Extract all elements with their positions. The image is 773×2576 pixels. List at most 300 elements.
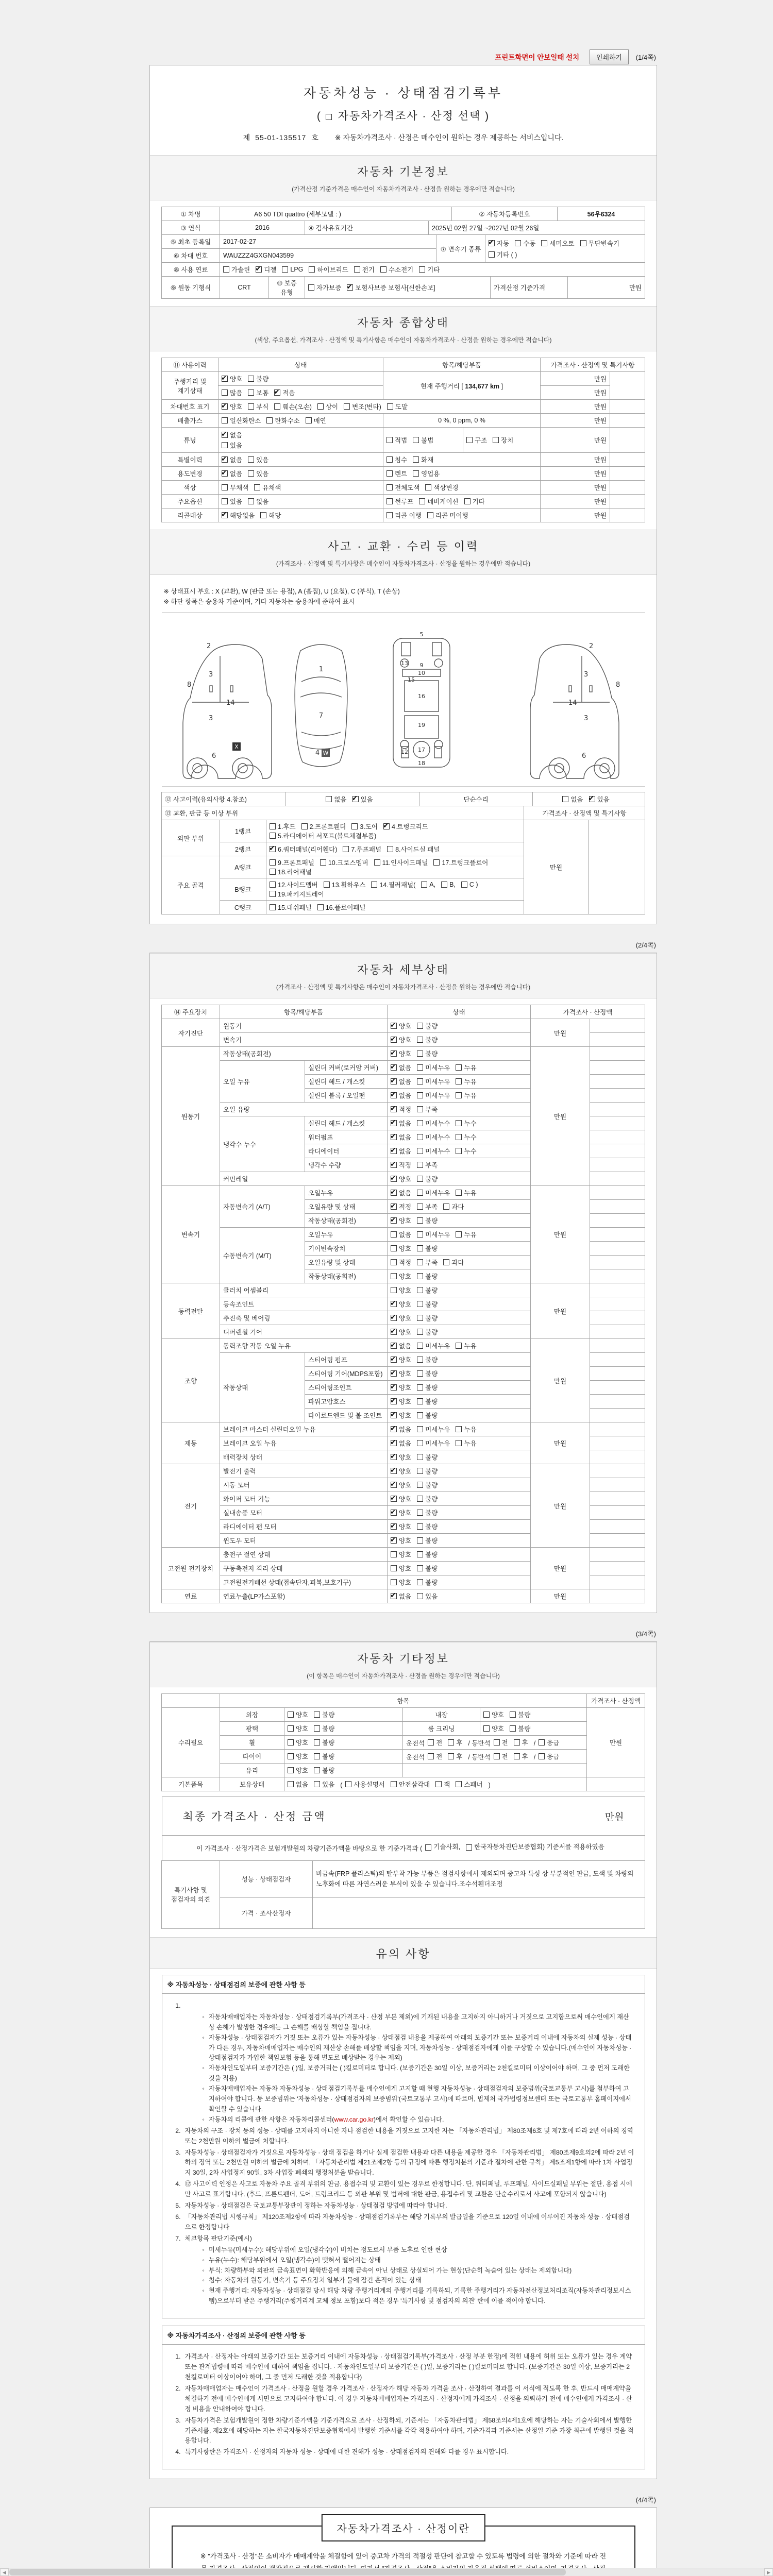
checkbox[interactable] [222,389,228,396]
checkbox[interactable] [456,1078,462,1084]
checkbox-option[interactable]: 양호 [391,1244,411,1253]
checkbox[interactable] [417,1537,423,1544]
checkbox-option[interactable]: 불량 [417,1369,438,1378]
checkbox-option[interactable]: 후 [514,1738,528,1747]
checkbox[interactable] [419,498,425,504]
checkbox-option[interactable]: 전기 [354,265,375,274]
scroll-right-arrow[interactable]: ▶ [764,2568,773,2576]
checkbox-option[interactable]: 양호 [391,1550,411,1559]
checkbox[interactable] [425,1844,431,1851]
checkbox[interactable] [324,882,330,888]
checkbox-checked[interactable] [391,1023,397,1029]
checkbox[interactable] [435,1781,442,1787]
checkbox[interactable] [413,437,419,443]
checkbox[interactable] [417,1106,423,1112]
checkbox[interactable] [417,1593,423,1599]
checkbox-option[interactable]: ✔ 없음 [391,1132,411,1142]
checkbox-option[interactable]: 누유 [456,1230,476,1239]
checkbox[interactable] [539,1739,545,1745]
checkbox[interactable] [308,284,314,291]
checkbox-option[interactable]: 불량 [417,1480,438,1489]
checkbox-option[interactable]: 양호 [391,1285,411,1295]
checkbox-option[interactable]: 누유 [456,1077,476,1086]
checkbox-option[interactable]: ✔ 양호 [391,1383,411,1392]
checkbox-option[interactable]: 썬루프 [386,497,413,506]
checkbox[interactable] [417,1468,423,1474]
checkbox-option[interactable]: ✔ 보험사보증 보험사[신한손보] [347,283,435,292]
checkbox-option[interactable]: 양호 [288,1766,308,1775]
checkbox[interactable] [494,1739,500,1745]
checkbox[interactable] [306,417,312,423]
checkbox-checked[interactable] [391,1398,397,1404]
checkbox[interactable] [317,904,324,910]
checkbox[interactable] [417,1064,423,1071]
checkbox-option[interactable]: 불량 [417,1299,438,1309]
checkbox[interactable] [288,1725,294,1732]
checkbox-option[interactable]: 불량 [417,1216,438,1225]
checkbox-checked[interactable] [391,1134,397,1140]
checkbox-option[interactable]: ✔ 적음 [274,388,295,397]
checkbox-option[interactable]: 19.패키지트레이 [270,889,324,899]
checkbox[interactable] [417,1148,423,1154]
checkbox-option[interactable]: 누유 [456,1188,476,1197]
checkbox[interactable] [417,1162,423,1168]
checkbox[interactable] [456,1231,462,1238]
checkbox-option[interactable]: ✔ 양호 [391,1355,411,1364]
checkbox-option[interactable]: 도말 [387,402,408,411]
checkbox-option[interactable]: 불량 [417,1452,438,1462]
checkbox-option[interactable]: 부족 [417,1105,438,1114]
checkbox[interactable] [425,484,431,490]
checkbox-option[interactable]: 불량 [417,1466,438,1476]
checkbox[interactable] [417,1579,423,1585]
checkbox[interactable] [456,1190,462,1196]
checkbox-option[interactable]: ✔ 양호 [391,1327,411,1336]
checkbox-option[interactable]: ✔ 없음 [222,469,242,478]
checkbox[interactable] [417,1037,423,1043]
checkbox[interactable] [417,1496,423,1502]
checkbox-option[interactable]: 잭 [435,1780,450,1789]
checkbox-option[interactable]: ✔ 양호 [391,1494,411,1503]
checkbox[interactable] [417,1440,423,1446]
checkbox-option[interactable]: ✔ 양호 [391,1466,411,1476]
checkbox-checked[interactable] [391,1412,397,1418]
checkbox[interactable] [386,484,393,490]
checkbox-checked[interactable] [222,470,228,477]
checkbox-option[interactable]: LPG [282,266,303,273]
checkbox[interactable] [494,1753,500,1759]
checkbox[interactable] [254,484,260,490]
checkbox-option[interactable]: 렌트 [386,469,407,478]
checkbox-option[interactable]: ✔ 양호 [391,1522,411,1531]
checkbox-option[interactable]: 무단변속기 [580,239,619,248]
checkbox-option[interactable]: 사용설명서 [345,1780,384,1789]
checkbox-option[interactable]: ✔ 6.쿼터패널(리어휀다) [270,844,337,854]
checkbox-option[interactable]: 15.대쉬패널 [270,903,312,912]
checkbox-checked[interactable] [383,823,390,829]
checkbox[interactable] [417,1287,423,1293]
checkbox[interactable] [417,1454,423,1460]
checkbox[interactable] [539,1753,545,1759]
checkbox[interactable] [387,846,393,852]
checkbox-checked[interactable] [391,1176,397,1182]
checkbox[interactable] [380,266,386,273]
checkbox-option[interactable]: ✔ 해당없음 [222,511,255,520]
checkbox-checked[interactable] [391,1523,397,1530]
checkbox-option[interactable]: ✔ 양호 [391,1508,411,1517]
checkbox-checked[interactable] [391,1301,397,1307]
checkbox-checked[interactable] [391,1217,397,1224]
checkbox-option[interactable]: 전체도색 [386,483,419,492]
checkbox-option[interactable]: 누유 [456,1341,476,1350]
checkbox-option[interactable]: 불량 [417,1244,438,1253]
checkbox-option[interactable]: ✔ 양호 [391,1369,411,1378]
checkbox-option[interactable]: 불량 [417,1508,438,1517]
checkbox[interactable] [417,1482,423,1488]
checkbox-option[interactable]: 부족 [417,1202,438,1211]
checkbox-option[interactable]: ✔ 양호 [222,402,242,411]
checkbox-option[interactable]: B, [441,881,456,888]
checkbox[interactable] [326,796,332,802]
checkbox-checked[interactable] [391,1329,397,1335]
checkbox-option[interactable]: 14.필러패널( [371,880,415,889]
checkbox[interactable] [417,1217,423,1224]
checkbox-option[interactable]: 양호 [391,1578,411,1587]
checkbox-option[interactable]: 누수 [456,1132,476,1142]
checkbox[interactable] [417,1329,423,1335]
checkbox-option[interactable]: 구조 [466,435,487,445]
checkbox-option[interactable]: 불량 [417,1522,438,1531]
checkbox-option[interactable]: 3.도어 [351,822,378,831]
checkbox-option[interactable]: ✔ 자동 [489,239,509,248]
checkbox-option[interactable]: 없음 [326,794,346,804]
checkbox-option[interactable]: 11.인사이드패널 [374,858,428,867]
checkbox[interactable] [288,1781,294,1787]
checkbox-checked[interactable] [222,456,228,463]
checkbox[interactable] [448,1739,454,1745]
checkbox[interactable] [483,1725,490,1732]
checkbox-option[interactable]: 후 [448,1752,462,1761]
checkbox[interactable] [421,882,427,888]
checkbox-option[interactable]: C ) [461,881,478,888]
checkbox-option[interactable]: 수소전기 [380,265,413,274]
checkbox[interactable] [417,1565,423,1571]
checkbox[interactable] [417,1384,423,1391]
checkbox-option[interactable]: ✔ 양호 [391,1174,411,1183]
checkbox-option[interactable]: 양호 [483,1724,504,1733]
checkbox-option[interactable]: 불량 [314,1724,334,1733]
checkbox-option[interactable]: 누유 [456,1425,476,1434]
checkbox-option[interactable]: 보통 [248,388,268,397]
checkbox-option[interactable]: 불량 [417,1035,438,1044]
checkbox[interactable] [456,1440,462,1446]
checkbox[interactable] [391,1231,397,1238]
checkbox-checked[interactable] [391,1370,397,1377]
checkbox-option[interactable]: 가솔린 [223,265,250,274]
checkbox-option[interactable]: 부족 [417,1160,438,1170]
checkbox[interactable] [314,1767,320,1773]
checkbox[interactable] [456,1120,462,1126]
checkbox-option[interactable]: 불량 [417,1021,438,1030]
checkbox-checked[interactable] [391,1315,397,1321]
checkbox-checked[interactable] [391,1092,397,1098]
checkbox-checked[interactable] [589,796,595,802]
checkbox[interactable] [391,1259,397,1265]
checkbox-checked[interactable] [391,1454,397,1460]
checkbox[interactable] [417,1050,423,1057]
checkbox-option[interactable]: 불량 [417,1550,438,1559]
checkbox-option[interactable]: 양호 [288,1710,308,1719]
checkbox[interactable] [314,1711,320,1718]
checkbox-checked[interactable] [391,1078,397,1084]
checkbox[interactable] [371,882,377,888]
checkbox[interactable] [417,1301,423,1307]
checkbox-option[interactable]: ✔ 없음 [391,1146,411,1156]
checkbox-checked[interactable] [391,1537,397,1544]
checkbox[interactable] [448,1753,454,1759]
checkbox-option[interactable]: 리콜 미이행 [427,511,468,520]
checkbox-option[interactable]: ✔ 적정 [391,1202,411,1211]
checkbox[interactable] [248,389,254,396]
checkbox[interactable] [489,251,495,258]
checkbox[interactable] [314,1753,320,1759]
checkbox-option[interactable]: 응급 [539,1738,559,1747]
checkbox-option[interactable]: 미세누유 [417,1230,450,1239]
checkbox-option[interactable]: ✔ 양호 [391,1397,411,1406]
checkbox-option[interactable]: 13.휠하우스 [324,880,366,889]
checkbox[interactable] [541,240,547,246]
checkbox-checked[interactable] [391,1162,397,1168]
checkbox[interactable] [270,904,276,910]
checkbox-option[interactable]: 탄화수소 [266,416,299,425]
checkbox-option[interactable]: 미세누유 [417,1188,450,1197]
checkbox-option[interactable]: 미세누유 [417,1077,450,1086]
checkbox-option[interactable]: ✔ 양호 [391,1536,411,1545]
checkbox[interactable] [314,1781,320,1787]
checkbox[interactable] [417,1426,423,1432]
checkbox[interactable] [417,1092,423,1098]
checkbox[interactable] [391,1287,397,1293]
checkbox[interactable] [374,859,380,866]
checkbox-checked[interactable] [391,1440,397,1446]
checkbox-checked[interactable] [352,796,359,802]
checkbox-checked[interactable] [391,1064,397,1071]
checkbox[interactable] [387,403,393,410]
checkbox-option[interactable]: 미세누수 [417,1118,450,1128]
checkbox-option[interactable]: ✔ 디젤 [256,265,276,274]
checkbox-option[interactable]: 불량 [510,1710,530,1719]
checkbox-option[interactable]: 미세누유 [417,1091,450,1100]
checkbox[interactable] [344,403,350,410]
checkbox[interactable] [417,1190,423,1196]
checkbox[interactable] [417,1134,423,1140]
checkbox[interactable] [417,1315,423,1321]
checkbox[interactable] [222,484,228,490]
checkbox-option[interactable]: ✔ 없음 [391,1188,411,1197]
checkbox-option[interactable]: 리콜 이행 [386,511,422,520]
checkbox-option[interactable]: 미세누유 [417,1425,450,1434]
checkbox-option[interactable]: 16.플로어패널 [317,903,366,912]
checkbox-option[interactable]: 불량 [417,1536,438,1545]
checkbox-option[interactable]: 불량 [417,1383,438,1392]
checkbox-option[interactable]: 불량 [314,1710,334,1719]
checkbox-option[interactable]: 5.라디에이터 서포트(볼트체결부품) [270,831,376,840]
checkbox[interactable] [270,859,276,866]
checkbox-checked[interactable] [222,376,228,382]
checkbox-option[interactable]: 수동 [515,239,535,248]
checkbox-checked[interactable] [391,1120,397,1126]
checkbox[interactable] [222,442,228,448]
checkbox-option[interactable]: 자가보증 [308,283,341,292]
checkbox-option[interactable]: 양호 [391,1564,411,1573]
checkbox[interactable] [354,266,360,273]
checkbox[interactable] [514,1739,520,1745]
checkbox[interactable] [466,1844,472,1851]
checkbox[interactable] [417,1523,423,1530]
checkbox[interactable] [562,796,568,802]
checkbox[interactable] [417,1343,423,1349]
checkbox[interactable] [270,833,276,839]
checkbox[interactable] [343,846,349,852]
checkbox[interactable] [391,1551,397,1557]
checkbox-option[interactable]: 무채색 [222,483,248,492]
checkbox-option[interactable]: 불량 [417,1049,438,1058]
checkbox[interactable] [580,240,586,246]
checkbox[interactable] [386,470,393,477]
checkbox-option[interactable]: 불량 [417,1327,438,1336]
checkbox-option[interactable]: 불법 [413,435,433,445]
checkbox[interactable] [456,1148,462,1154]
checkbox[interactable] [417,1510,423,1516]
checkbox[interactable] [386,498,393,504]
checkbox[interactable] [417,1259,423,1265]
checkbox-option[interactable]: 없음 [391,1230,411,1239]
checkbox-option[interactable]: ✔ 없음 [222,455,242,464]
checkbox[interactable] [351,823,358,829]
checkbox-option[interactable]: ✔ 있음 [352,794,373,804]
checkbox[interactable] [510,1725,516,1732]
checkbox-option[interactable]: 장치 [493,435,513,445]
checkbox[interactable] [443,1204,449,1210]
checkbox[interactable] [417,1176,423,1182]
checkbox-option[interactable]: 있음 [417,1591,438,1601]
checkbox-checked[interactable] [256,266,262,273]
checkbox-option[interactable]: ✔ 없음 [391,1591,411,1601]
checkbox[interactable] [274,403,280,410]
checkbox[interactable] [456,1781,462,1787]
checkbox-option[interactable]: 불량 [314,1738,334,1747]
checkbox[interactable] [515,240,521,246]
checkbox-option[interactable]: 전 [494,1738,508,1747]
checkbox[interactable] [391,1245,397,1251]
price-survey-checkbox[interactable] [326,114,332,120]
checkbox[interactable] [456,1134,462,1140]
checkbox-option[interactable]: 해당 [260,511,281,520]
checkbox-option[interactable]: 7.루프패널 [343,844,381,854]
checkbox[interactable] [248,403,254,410]
checkbox-option[interactable]: 불량 [417,1578,438,1587]
checkbox[interactable] [288,1753,294,1759]
checkbox-option[interactable]: 색상변경 [425,483,458,492]
checkbox-option[interactable]: 12.사이드멤버 [270,880,318,889]
checkbox-option[interactable]: 과다 [443,1202,464,1211]
checkbox-checked[interactable] [222,432,228,438]
checkbox[interactable] [428,1739,434,1745]
checkbox-option[interactable]: 불량 [417,1313,438,1323]
checkbox-option[interactable]: 적법 [386,435,407,445]
checkbox[interactable] [456,1426,462,1432]
checkbox[interactable] [314,1725,320,1732]
checkbox[interactable] [270,882,276,888]
checkbox[interactable] [248,456,254,463]
checkbox-option[interactable]: ✔ 양호 [391,1452,411,1462]
checkbox-option[interactable]: 양호 [288,1752,308,1761]
checkbox[interactable] [320,859,326,866]
checkbox[interactable] [461,882,467,888]
checkbox[interactable] [417,1204,423,1210]
checkbox[interactable] [510,1711,516,1718]
checkbox-checked[interactable] [274,389,280,396]
checkbox-option[interactable]: 누수 [456,1118,476,1128]
checkbox[interactable] [270,869,276,875]
checkbox[interactable] [417,1245,423,1251]
checkbox-option[interactable]: ✔ 양호 [391,1480,411,1489]
checkbox-option[interactable]: 화재 [413,455,433,464]
checkbox-option[interactable]: 불량 [248,374,268,383]
checkbox-option[interactable]: ✔ 양호 [222,374,242,383]
checkbox-option[interactable]: 누유 [456,1063,476,1072]
checkbox-option[interactable]: 불량 [417,1355,438,1364]
checkbox[interactable] [386,456,393,463]
checkbox-option[interactable]: ✔ 양호 [391,1216,411,1225]
checkbox[interactable] [417,1023,423,1029]
checkbox-option[interactable]: ✔ 4.트렁크리드 [383,822,428,831]
scrollbar-thumb[interactable] [9,2569,566,2575]
checkbox-option[interactable]: 불량 [510,1724,530,1733]
checkbox[interactable] [428,1753,434,1759]
print-button[interactable]: 인쇄하기 [590,49,629,64]
scroll-left-arrow[interactable]: ◀ [0,2568,9,2576]
checkbox[interactable] [317,403,324,410]
checkbox[interactable] [417,1078,423,1084]
checkbox[interactable] [248,498,254,504]
checkbox-option[interactable]: 전 [428,1752,442,1761]
checkbox-checked[interactable] [391,1426,397,1432]
checkbox-option[interactable]: 있음 [248,469,268,478]
checkbox-option[interactable]: ✔ 양호 [391,1313,411,1323]
checkbox-option[interactable]: 2.프론트휀더 [301,822,346,831]
checkbox-checked[interactable] [391,1468,397,1474]
checkbox[interactable] [417,1231,423,1238]
checkbox[interactable] [464,498,470,504]
checkbox-option[interactable]: 하이브리드 [309,265,348,274]
checkbox[interactable] [493,437,499,443]
checkbox-option[interactable]: ✔ 없음 [391,1091,411,1100]
checkbox-option[interactable]: ✔ 없음 [391,1425,411,1434]
checkbox[interactable] [466,437,473,443]
checkbox-option[interactable]: 미세누유 [417,1438,450,1448]
checkbox-checked[interactable] [391,1106,397,1112]
checkbox[interactable] [301,823,308,829]
checkbox-option[interactable]: ✔ 없음 [222,430,380,439]
checkbox-option[interactable]: ✔ 양호 [391,1299,411,1309]
horizontal-scrollbar[interactable] [0,2568,773,2576]
checkbox-option[interactable]: 매연 [306,416,326,425]
checkbox-option[interactable]: 많음 [222,388,242,397]
checkbox-option[interactable]: 불량 [417,1174,438,1183]
checkbox-checked[interactable] [391,1593,397,1599]
checkbox[interactable] [266,417,273,423]
